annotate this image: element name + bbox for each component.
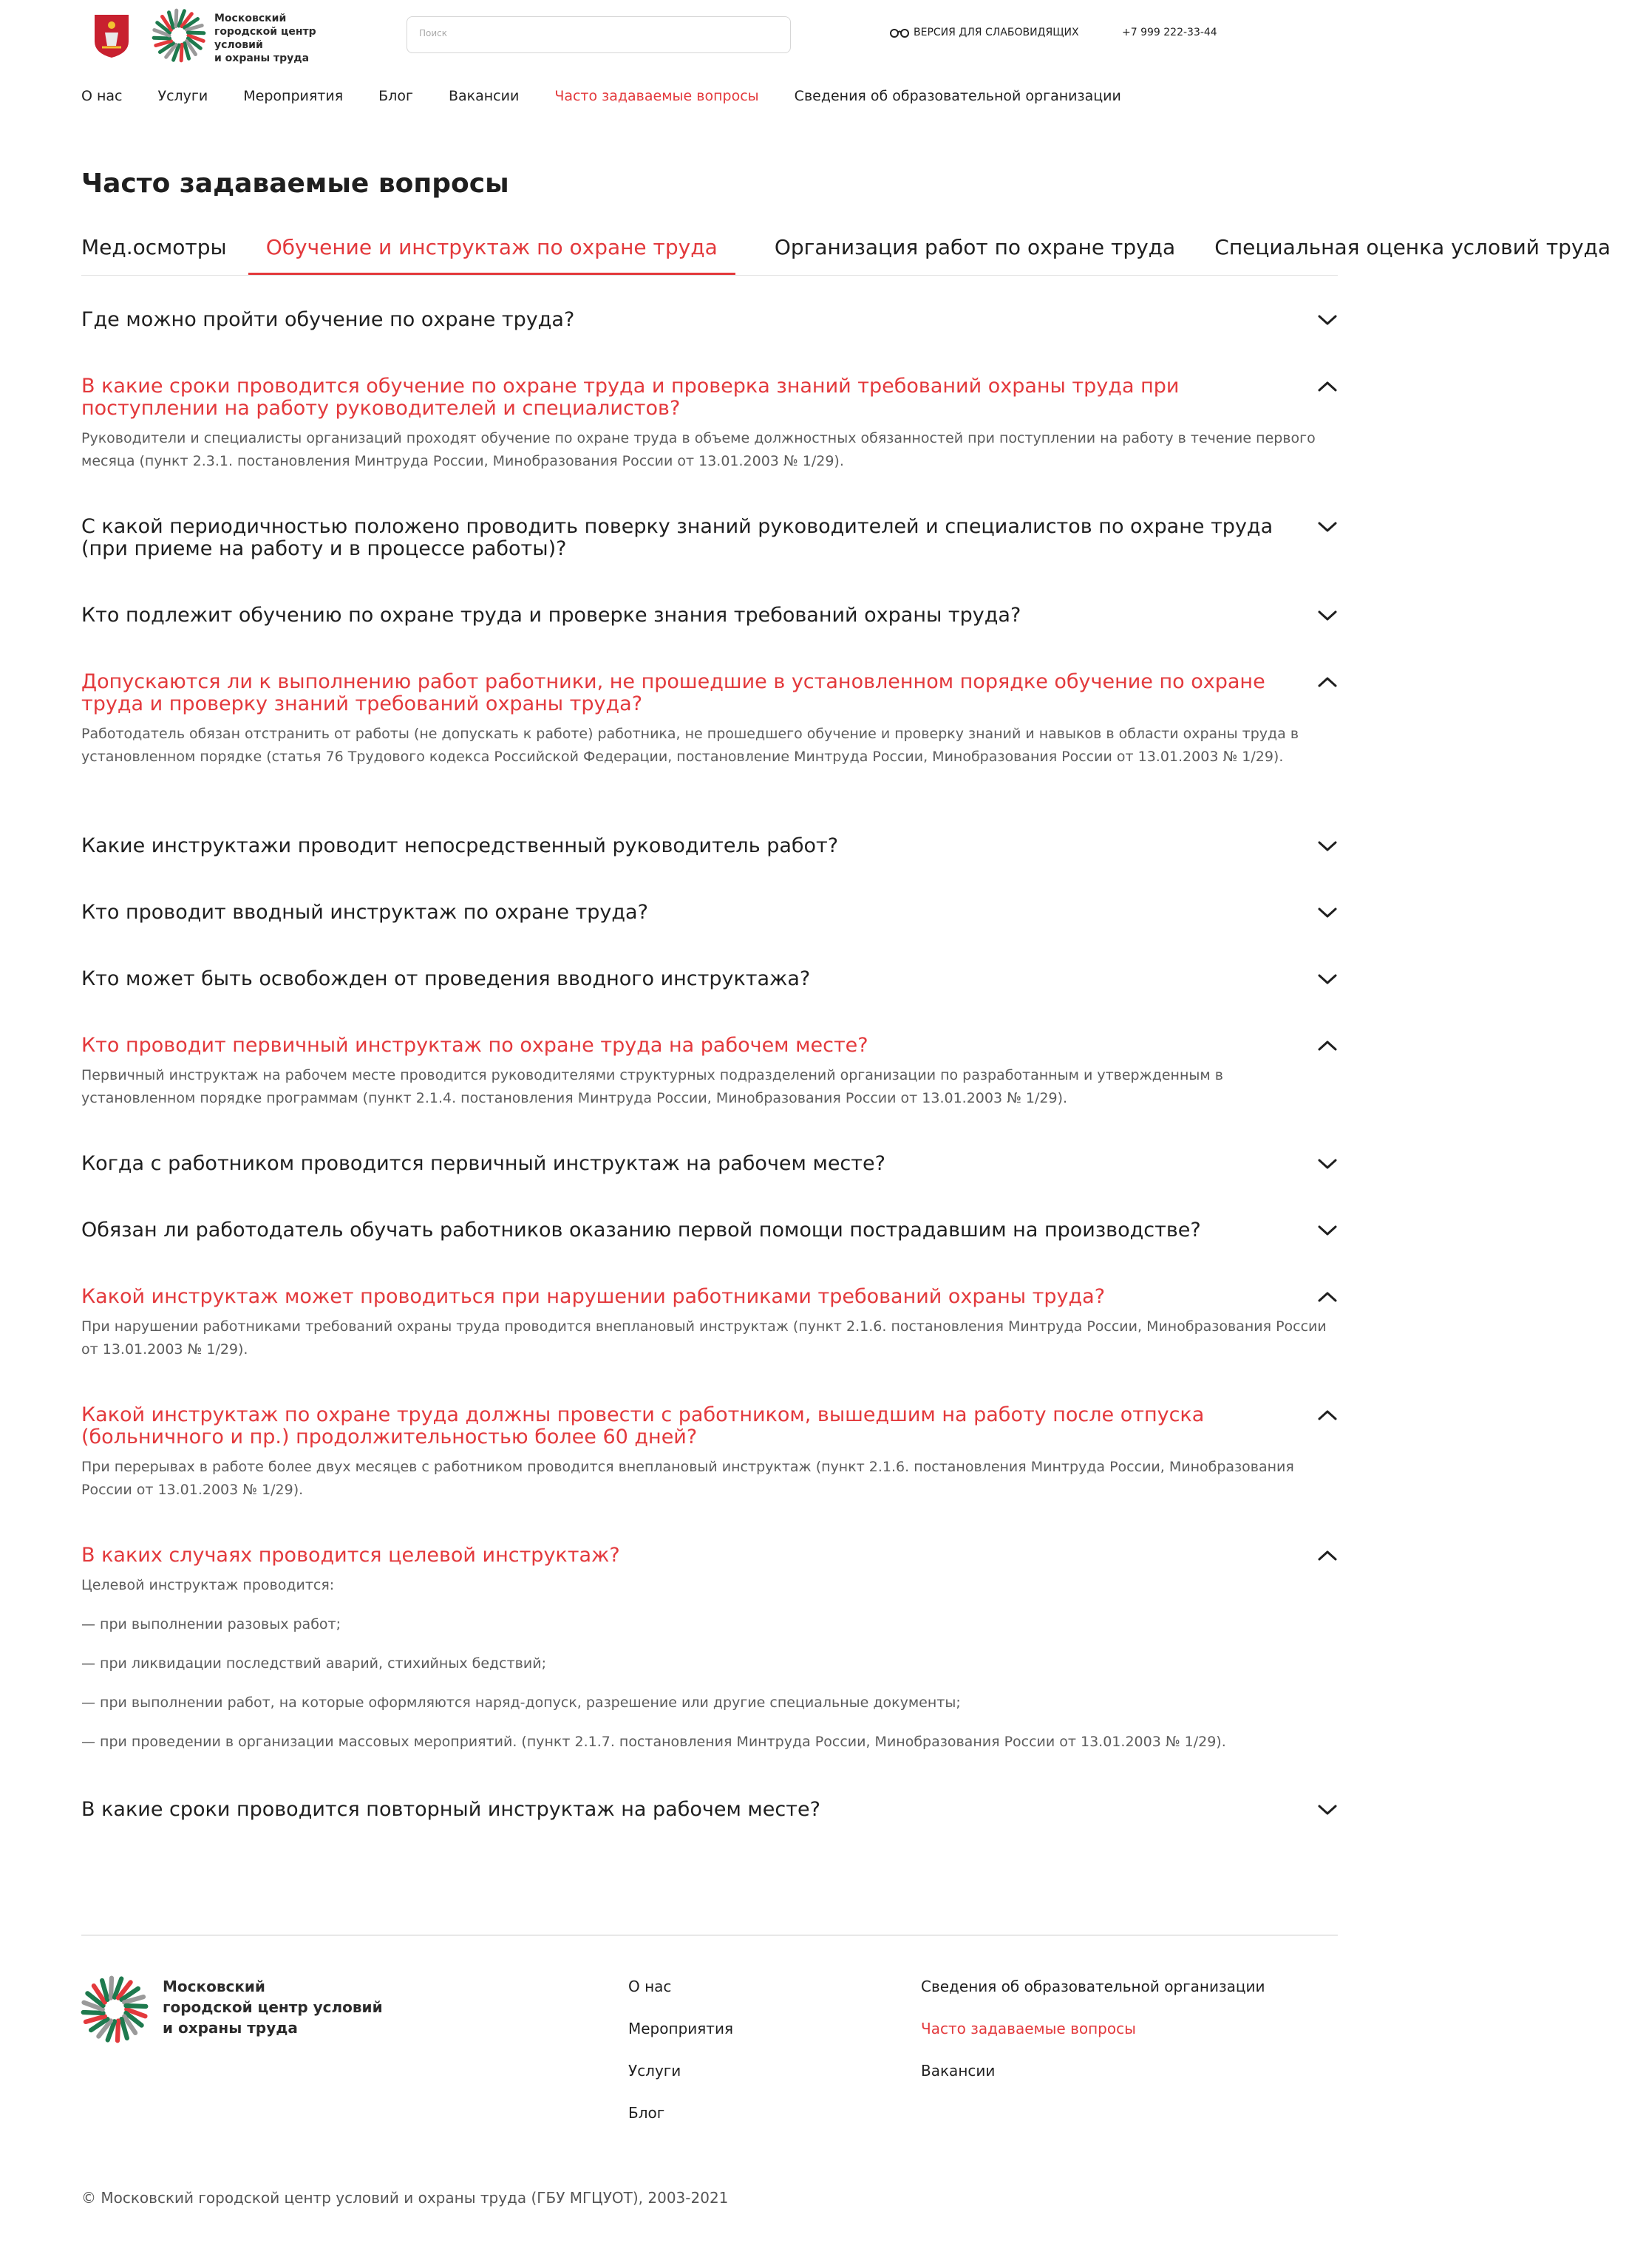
logo-stroke [111,1978,112,1998]
faq-answer [81,427,1338,473]
faq-answer-list-item: — при проведении в организации массовых мероприятий. (пункт 2.1.7. постановления Минтруда России, Минобразования России от 13.01.2003 № 1/29). [81,1734,1226,1750]
faq-item[interactable] [81,1404,1338,1502]
logo-icon[interactable] [152,9,205,62]
tab-special-assessment[interactable]: Специальная оценка условий труда [1214,235,1611,259]
faq-question[interactable]: Допускаются ли к выполнению работ работники, не прошедшие в установленном порядке обучение по охране труда и проверку знаний требований охраны труда? [81,670,1265,715]
faq-answer [81,1574,1338,1754]
faq-question[interactable]: Какой инструктаж по охране труда должны провести с работником, вышедшим на работу после отпуска (больничного и пр.) продолжительностью более 60 дней? [81,1403,1205,1448]
copyright: © Московский городской центр условий и охраны труда (ГБУ МГЦУОТ), 2003-2021 [81,2189,729,2207]
footer-logo-text[interactable] [163,1976,399,2038]
vision-impaired-link[interactable] [890,27,1079,38]
footer-link-services[interactable]: Услуги [628,2062,681,2080]
faq-answer-text: При нарушении работниками требований охраны труда проводится внеплановый инструктаж (пункт 2.1.6. постановления Минтруда России, Минобразования России от 13.01.2003 № 1/29). [81,1318,1327,1358]
phone-link[interactable]: +7 999 222-33-44 [1122,27,1217,38]
nav-item-faq[interactable]: Часто задаваемые вопросы [554,88,759,104]
faq-question[interactable]: Кто может быть освобожден от проведения вводного инструктажа? [81,967,811,990]
tab-organization[interactable]: Организация работ по охране труда [774,235,1176,259]
chevron-down-icon[interactable] [1317,1157,1338,1171]
footer-logo-line: Московский [163,1978,265,1995]
footer-link-vacancies[interactable]: Вакансии [921,2062,996,2080]
faq-tabs [81,222,1611,276]
chevron-down-icon[interactable] [1317,609,1338,622]
chevron-down-icon[interactable] [1317,1224,1338,1237]
faq-question[interactable]: В какие сроки проводится обучение по охране труда и проверка знаний требований охраны труда при поступлении на работу руководителей и специалистов? [81,375,1180,420]
nav-item-services[interactable]: Услуги [157,88,208,104]
faq-item[interactable] [81,375,1338,473]
footer-link-blog[interactable]: Блог [628,2104,665,2122]
faq-item[interactable] [81,1153,1338,1175]
logo-line: городской центр условий [214,26,316,51]
chevron-up-icon[interactable] [1317,1409,1338,1422]
tab-training[interactable]: Обучение и инструктаж по охране труда [248,222,735,275]
faq-answer [81,723,1338,769]
faq-item[interactable] [81,835,1338,857]
site-header [81,0,1338,74]
chevron-down-icon[interactable] [1317,973,1338,986]
chevron-down-icon[interactable] [1317,840,1338,853]
nav-item-about[interactable]: О нас [81,88,123,104]
chevron-up-icon[interactable] [1317,380,1338,393]
chevron-up-icon[interactable] [1317,1549,1338,1562]
faq-question[interactable]: Кто проводит вводный инструктаж по охране труда? [81,901,648,924]
nav-item-education-info[interactable]: Сведения об образовательной организации [794,88,1121,104]
faq-answer-text: Первичный инструктаж на рабочем месте проводится руководителями структурных подразделений организации по разработанным и утвержденным в установленном порядке программам (пункт 2.1.4. постановления Минтруда России, Минобразования России от 13.01.2003 № 1/29). [81,1067,1223,1106]
faq-answer-text: Работодатель обязан отстранить от работы (не допускать к работе) работника, не прошедшего обучение и проверку знаний и навыков в области охраны труда в установленном порядке (статья 76 Трудового кодекса Российской Федерации, постановление Минтруда России, Минобразования России от 13.01.2003 № 1/29). [81,726,1299,765]
faq-item[interactable] [81,1035,1338,1110]
nav-item-events[interactable]: Мероприятия [243,88,344,104]
faq-item[interactable] [81,1545,1338,1754]
page-title: Часто задаваемые вопросы [81,168,509,199]
faq-item[interactable] [81,516,1338,560]
faq-item[interactable] [81,1799,1338,1821]
faq-answer-text: Руководители и специалисты организаций проходят обучение по охране труда в объеме должностных обязанностей при поступлении на работу в течение первого месяца (пункт 2.3.1. постановления Минтруда России, Минобразования России от 13.01.2003 № 1/29). [81,430,1316,469]
logo-stroke [84,2012,103,2013]
footer-nav-col-1 [628,1976,733,2145]
chevron-up-icon[interactable] [1317,1290,1338,1304]
faq-item[interactable] [81,902,1338,924]
chevron-down-icon[interactable] [1317,313,1338,327]
faq-question[interactable]: Кто подлежит обучению по охране труда и проверке знания требований охраны труда? [81,604,1021,627]
nav-item-vacancies[interactable]: Вакансии [448,88,520,104]
footer-link-about[interactable]: О нас [628,1978,672,1995]
faq-question[interactable]: Обязан ли работодатель обучать работников оказанию первой помощи пострадавшим на производстве? [81,1219,1201,1242]
search-input[interactable] [418,27,775,39]
faq-item[interactable] [81,309,1338,331]
faq-answer [81,1315,1338,1361]
chevron-up-icon[interactable] [1317,675,1338,689]
faq-item[interactable] [81,605,1338,627]
chevron-up-icon[interactable] [1317,1039,1338,1052]
footer-link-events[interactable]: Мероприятия [628,2020,733,2037]
faq-answer-list-item: — при выполнении работ, на которые оформляются наряд-допуск, разрешение или другие специальные документы; [81,1695,961,1711]
faq-question[interactable]: В каких случаях проводится целевой инструктаж? [81,1544,620,1567]
faq-item[interactable] [81,968,1338,990]
footer-link-faq[interactable]: Часто задаваемые вопросы [921,2020,1136,2037]
faq-answer-text: При перерывах в работе более двух месяцев с работником проводится внеплановый инструктаж (пункт 2.1.6. постановления Минтруда России, Минобразования России от 13.01.2003 № 1/29). [81,1459,1294,1498]
chevron-down-icon[interactable] [1317,906,1338,919]
faq-answer-list-item: — при выполнении разовых работ; [81,1616,341,1632]
footer-logo-icon[interactable] [81,1976,148,2043]
footer-nav-col-2 [921,1976,1265,2102]
faq-question[interactable]: Где можно пройти обучение по охране труда? [81,308,575,331]
glasses-icon [890,27,909,38]
faq-question[interactable]: Какие инструктажи проводит непосредственный руководитель работ? [81,834,839,857]
faq-answer [81,1456,1338,1502]
faq-answer-list-item: — при ликвидации последствий аварий, стихийных бедствий; [81,1655,546,1672]
faq-question[interactable]: Когда с работником проводится первичный инструктаж на рабочем месте? [81,1152,885,1175]
tab-medical[interactable]: Мед.осмотры [81,235,227,259]
faq-question[interactable]: Какой инструктаж может проводиться при нарушении работниками требований охраны труда? [81,1285,1106,1308]
faq-item[interactable] [81,1219,1338,1242]
main-nav [81,74,1338,118]
logo-line: и охраны труда [214,52,310,64]
chevron-down-icon[interactable] [1317,1803,1338,1816]
footer-logo-line: городской центр условий [163,1998,383,2016]
faq-answer-text: Целевой инструктаж проводится: [81,1577,335,1593]
logo-line: Московский [214,13,287,24]
logo-stroke [176,10,177,26]
faq-answer [81,1064,1338,1110]
footer-link-education-info[interactable]: Сведения об образовательной организации [921,1978,1265,1995]
faq-item[interactable] [81,671,1338,769]
faq-question[interactable]: В какие сроки проводится повторный инструктаж на рабочем месте? [81,1798,820,1821]
faq-question[interactable]: С какой периодичностью положено проводить поверку знаний руководителей и специалистов по охране труда (при приеме на работу и в процессе работы)? [81,515,1273,560]
logo-text[interactable] [214,12,362,65]
footer-logo-line: и охраны труда [163,2019,298,2037]
nav-item-blog[interactable]: Блог [378,88,413,104]
logo-stroke [181,44,182,60]
faq-question[interactable]: Кто проводит первичный инструктаж по охране труда на рабочем месте? [81,1034,868,1057]
vision-label: ВЕРСИЯ ДЛЯ СЛАБОВИДЯЩИХ [914,27,1079,38]
moscow-coat-of-arms-icon[interactable] [92,12,132,59]
search-box[interactable] [407,16,791,53]
chevron-down-icon[interactable] [1317,520,1338,534]
faq-item[interactable] [81,1286,1338,1361]
